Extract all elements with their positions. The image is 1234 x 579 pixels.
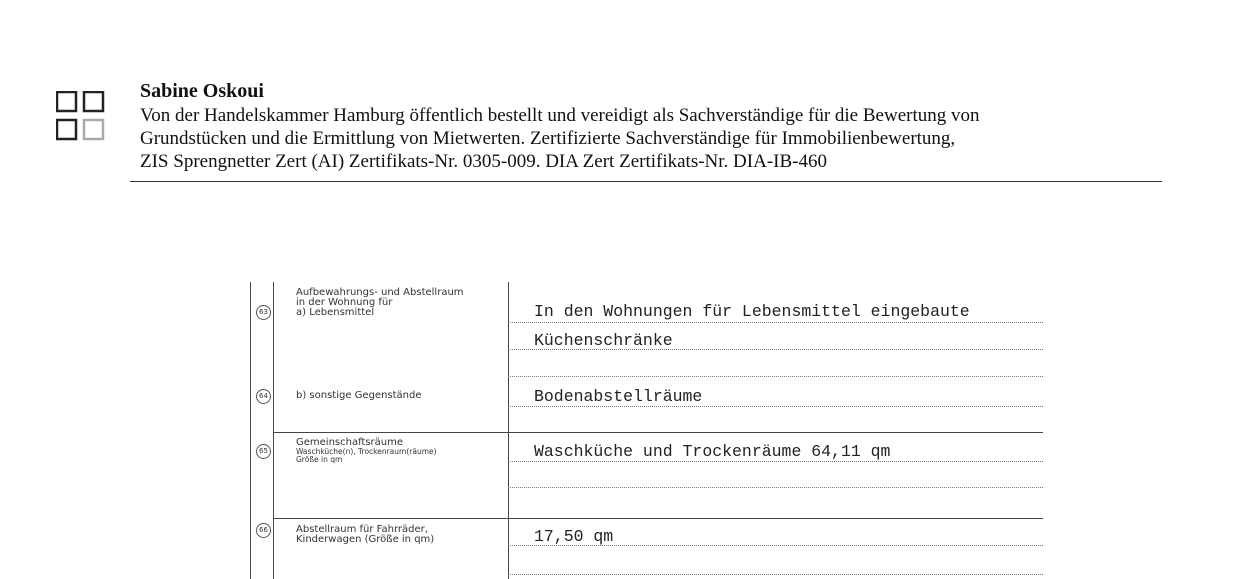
answer-line: [508, 461, 1043, 462]
answer-text: Bodenabstellräume: [534, 387, 703, 406]
row-separator: [273, 432, 1043, 433]
logo-icon: [56, 91, 106, 142]
row-label: [296, 391, 422, 401]
form-label-column-divider: [508, 282, 509, 579]
row-number-badge: 64: [256, 389, 271, 404]
row-number-badge: 66: [256, 523, 271, 538]
expert-name: Sabine Oskoui: [140, 80, 264, 102]
answer-text: In den Wohnungen für Lebensmittel eingebaute: [534, 302, 970, 321]
answer-text: Küchenschränke: [534, 331, 673, 350]
letterhead: [140, 78, 1162, 173]
answer-line: [508, 406, 1043, 407]
answer-line: [508, 487, 1043, 488]
form-number-column-divider: [273, 282, 274, 579]
answer-line: [508, 322, 1043, 323]
label-line: Abstellraum für Fahrräder,: [296, 524, 428, 535]
label-line: Aufbewahrungs- und Abstellraum: [296, 287, 464, 298]
row-label: [296, 438, 437, 464]
label-line: b) sonstige Gegenstände: [296, 390, 422, 401]
label-line: Waschküche(n), Trockenraum(räume): [296, 447, 437, 456]
label-line: Größe in qm: [296, 455, 343, 464]
row-label: [296, 288, 464, 318]
row-number-badge: 63: [256, 305, 271, 320]
answer-line: [508, 349, 1043, 350]
label-line: Kinderwagen (Größe in qm): [296, 534, 435, 545]
credentials-line-2: Grundstücken und die Ermittlung von Mietwerten. Zertifizierte Sachverständige für Immobilienbewertung,: [140, 128, 956, 149]
credentials-line-1: Von der Handelskammer Hamburg öffentlich bestellt und vereidigt als Sachverständige für die Bewertung von: [140, 105, 980, 126]
answer-line: [508, 545, 1043, 546]
label-line: a) Lebensmittel: [296, 307, 375, 318]
answer-line: [508, 574, 1043, 575]
label-line: in der Wohnung für: [296, 297, 393, 308]
row-label: [296, 525, 434, 545]
row-separator: [273, 518, 1043, 519]
row-number-badge: 65: [256, 444, 271, 459]
form-border-left: [250, 282, 251, 579]
answer-text: Waschküche und Trockenräume 64,11 qm: [534, 442, 891, 461]
credentials-line-3: ZIS Sprengnetter Zert (AI) Zertifikats-Nr. 0305-009. DIA Zert Zertifikats-Nr. DIA-IB-460: [140, 151, 827, 172]
letterhead-divider: [130, 181, 1162, 182]
answer-text: 17,50 qm: [534, 527, 614, 546]
answer-line: [508, 376, 1043, 377]
form-table: [250, 282, 1050, 579]
label-line: Gemeinschaftsräume: [296, 437, 404, 448]
